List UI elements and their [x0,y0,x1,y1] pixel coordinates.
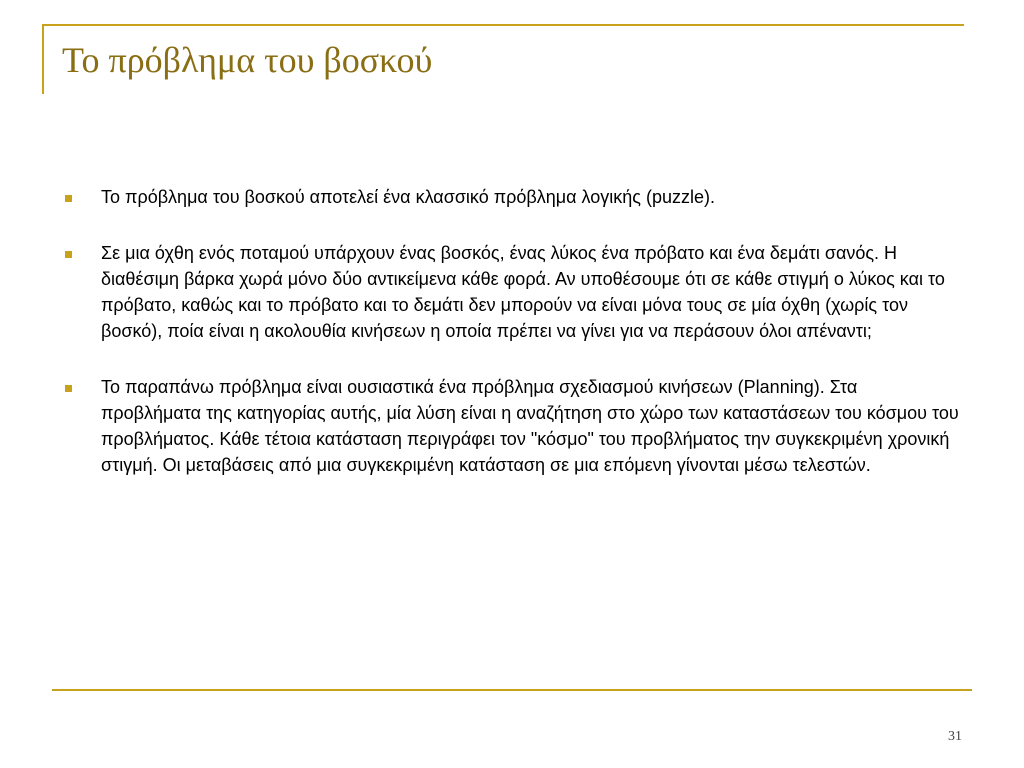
square-bullet-icon [65,251,72,258]
left-accent-divider [42,24,44,94]
bottom-divider [52,689,972,691]
bullet-text: Το πρόβλημα του βοσκού αποτελεί ένα κλασσικό πρόβλημα λογικής (puzzle). [101,187,715,207]
bullet-text: Σε μια όχθη ενός ποταμού υπάρχουν ένας βοσκός, ένας λύκος ένα πρόβατο και ένα δεμάτι σανός. Η διαθέσιμη βάρκα χωρά μόνο δύο αντικείμενα κάθε φορά. Αν υποθέσουμε ότι σε κάθε στιγμή ο λύκος και το πρόβατο, καθώς και το πρόβατο και το δεμάτι δεν μπορούν να είναι μόνα τους σε μία όχθη (χωρίς τον βοσκό), ποία είναι η ακολουθία κινήσεων η οποία πρέπει να γίνει για να περάσουν όλοι απέναντι; [101,243,945,341]
bullet-text: Το παραπάνω πρόβλημα είναι ουσιαστικά ένα πρόβλημα σχεδιασμού κινήσεων (Planning). Στα προβλήματα της κατηγορίας αυτής, μία λύση είναι η αναζήτηση στο χώρο των καταστάσεων του κόσμου του προβλήματος. Κάθε τέτοια κατάσταση περιγράφει τον "κόσμο" του προβλήματος την συγκεκριμένη χρονική στιγμή. Οι μεταβάσεις από μια συγκεκριμένη κατάσταση σε μια επόμενη γίνονται μέσω τελεστών. [101,377,959,475]
top-divider [42,24,964,26]
slide-title: Το πρόβλημα του βοσκού [62,40,433,80]
square-bullet-icon [65,195,72,202]
bullet-item [62,240,962,344]
bullet-list [62,184,962,508]
square-bullet-icon [65,385,72,392]
bullet-item [62,184,962,210]
page-number: 31 [948,729,962,744]
bullet-item [62,374,962,478]
